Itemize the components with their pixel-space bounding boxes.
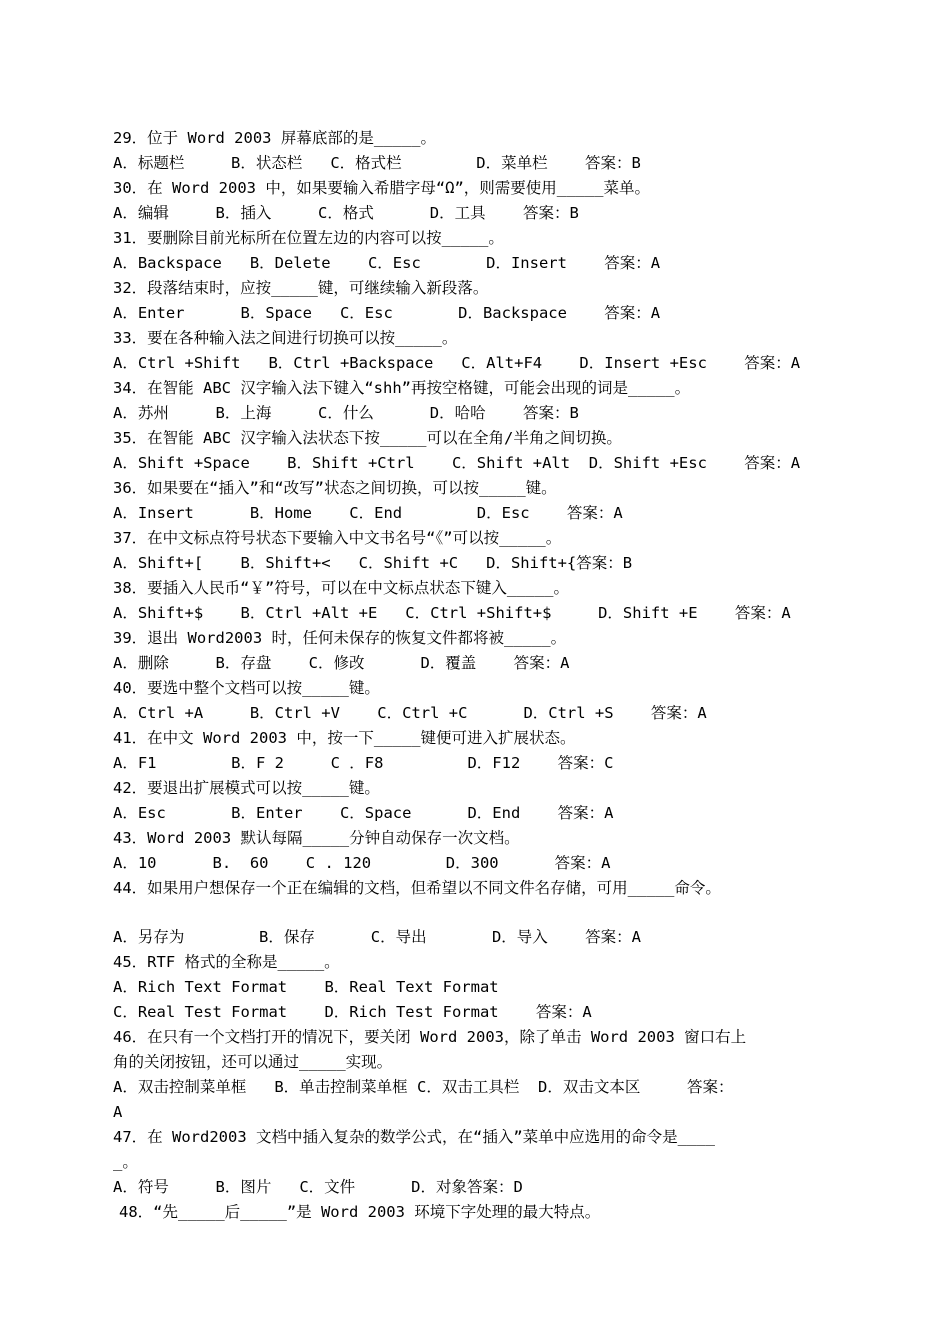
options-42: A．Esc B．Enter C．Space D．End 答案：A <box>113 804 614 822</box>
options-46-answer: A <box>113 1103 123 1121</box>
options-43: A．10 B. 60 C . 120 D．300 答案：A <box>113 854 611 872</box>
question-47: 47．在 Word2003 文档中插入复杂的数学公式，在“插入”菜单中应选用的命令是____ <box>113 1128 715 1146</box>
options-46: A．双击控制菜单框 B．单击控制菜单框 C．双击工具栏 D．双击文本区 答案： <box>113 1078 734 1096</box>
question-44: 44．如果用户想保存一个正在编辑的文档，但希望以不同文件名存储，可用_____命令。 <box>113 879 721 897</box>
question-29: 29．位于 Word 2003 屏幕底部的是_____。 <box>113 129 436 147</box>
question-46-cont: 角的关闭按钮，还可以通过_____实现。 <box>113 1053 393 1071</box>
question-36: 36．如果要在“插入”和“改写”状态之间切换，可以按_____键。 <box>113 479 557 497</box>
question-46: 46．在只有一个文档打开的情况下，要关闭 Word 2003，除了单击 Word 2003 窗口右上 <box>113 1028 747 1046</box>
options-44: A．另存为 B．保存 C．导出 D．导入 答案：A <box>113 928 641 946</box>
options-45-cd: C．Real Test Format D．Rich Test Format 答案：A <box>113 1003 592 1021</box>
question-41: 41．在中文 Word 2003 中，按一下_____键便可进入扩展状态。 <box>113 729 576 747</box>
options-47: A．符号 B．图片 C．文件 D．对象答案：D <box>113 1178 523 1196</box>
options-33: A．Ctrl +Shift B．Ctrl +Backspace C．Alt+F4 D．Insert +Esc 答案：A <box>113 354 801 372</box>
options-45-ab: A．Rich Text Format B．Real Text Format <box>113 978 499 996</box>
options-31: A．Backspace B．Delete C．Esc D．Insert 答案：A <box>113 254 661 272</box>
question-30: 30．在 Word 2003 中，如果要输入希腊字母“Ω”，则需要使用_____菜单。 <box>113 179 650 197</box>
options-40: A．Ctrl +A B．Ctrl +V C．Ctrl +C D．Ctrl +S 答案：A <box>113 704 707 722</box>
options-37: A．Shift+[ B．Shift+< C．Shift +C D．Shift+{答案：B <box>113 554 633 572</box>
question-48: 48．“先_____后_____”是 Word 2003 环境下字处理的最大特点。 <box>119 1203 601 1221</box>
options-41: A．F1 B．F 2 C ．F8 D．F12 答案：C <box>113 754 614 772</box>
question-39: 39．退出 Word2003 时，任何未保存的恢复文件都将被_____。 <box>113 629 567 647</box>
question-33: 33．要在各种输入法之间进行切换可以按_____。 <box>113 329 458 347</box>
options-34: A．苏州 B．上海 C．什么 D．哈哈 答案：B <box>113 404 579 422</box>
options-30: A．编辑 B．插入 C．格式 D．工具 答案：B <box>113 204 579 222</box>
question-38: 38．要插入人民币“￥”符号，可以在中文标点状态下键入_____。 <box>113 579 569 597</box>
options-38: A．Shift+$ B．Ctrl +Alt +E C．Ctrl +Shift+$ D．Shift +E 答案：A <box>113 604 791 622</box>
question-31: 31．要删除目前光标所在位置左边的内容可以按_____。 <box>113 229 504 247</box>
options-29: A．标题栏 B．状态栏 C．格式栏 D．菜单栏 答案：B <box>113 154 641 172</box>
options-39: A．删除 B．存盘 C．修改 D．覆盖 答案：A <box>113 654 570 672</box>
options-36: A．Insert B．Home C．End D．Esc 答案：A <box>113 504 623 522</box>
question-35: 35．在智能 ABC 汉字输入法状态下按_____可以在全角/半角之间切换。 <box>113 429 622 447</box>
question-34: 34．在智能 ABC 汉字输入法下键入“shh”再按空格键，可能会出现的词是_____。 <box>113 379 691 397</box>
question-45: 45．RTF 格式的全称是_____。 <box>113 953 340 971</box>
question-32: 32．段落结束时，应按_____键，可继续输入新段落。 <box>113 279 489 297</box>
question-37: 37．在中文标点符号状态下要输入中文书名号“《”可以按_____。 <box>113 529 562 547</box>
question-42: 42．要退出扩展模式可以按_____键。 <box>113 779 380 797</box>
options-32: A．Enter B．Space C．Esc D．Backspace 答案：A <box>113 304 661 322</box>
question-47-cont: _。 <box>113 1153 138 1171</box>
question-40: 40．要选中整个文档可以按_____键。 <box>113 679 380 697</box>
options-35: A．Shift +Space B．Shift +Ctrl C．Shift +Alt D．Shift +Esc 答案：A <box>113 454 801 472</box>
question-43: 43．Word 2003 默认每隔_____分钟自动保存一次文档。 <box>113 829 520 847</box>
